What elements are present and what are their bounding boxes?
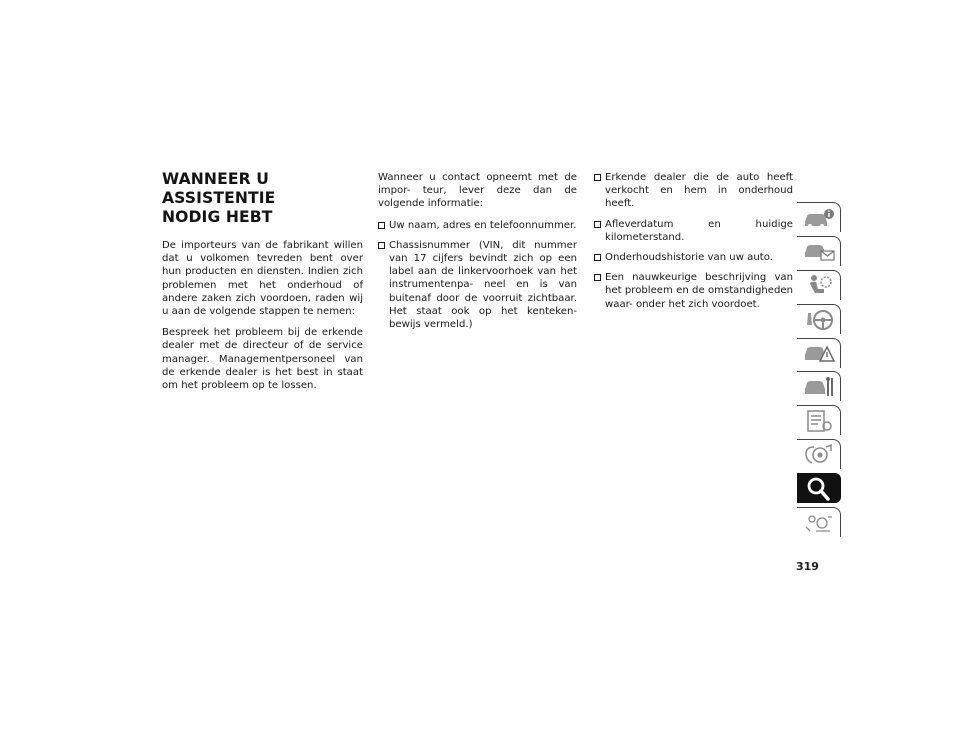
car-message-icon: [802, 239, 836, 263]
list-item: [594, 271, 793, 311]
tab-seat-airbag[interactable]: [797, 270, 841, 300]
checkbox-bullet-icon: [594, 174, 601, 181]
steering-wheel-icon: [802, 307, 836, 331]
list-item-text: Erkende dealer die de auto heeft verkocht en hem in onderhoud heeft.: [605, 172, 793, 210]
tab-search[interactable]: [797, 473, 841, 503]
tab-index[interactable]: [797, 507, 841, 537]
checkbox-bullet-icon: [378, 222, 385, 229]
column-2: [378, 171, 577, 338]
car-service-icon: [802, 375, 836, 399]
list-item: [594, 218, 793, 244]
info-list-1: [378, 219, 577, 332]
contact-intro: Wanneer u contact opneemt met de impor- teur, lever deze dan de volgende informatie:: [378, 172, 577, 210]
multimedia-icon: [802, 443, 836, 467]
chapter-tabs: [797, 202, 841, 541]
car-info-icon: [802, 206, 836, 230]
tab-checklist[interactable]: [797, 405, 841, 435]
list-item: [378, 219, 577, 232]
checkbox-bullet-icon: [594, 254, 601, 261]
list-item-text: Afleverdatum en huidige kilometerstand.: [605, 218, 793, 243]
index-icon: [802, 511, 836, 535]
list-item: [594, 251, 793, 264]
section-title-line-1: WANNEER U ASSISTENTIE: [162, 170, 276, 207]
list-item: [594, 171, 793, 211]
list-item-text: Chassisnummer (VIN, dit nummer van 17 cijfers bevindt zich op een label aan de linkervoorhoek van het instrumentenpa- neel en is van buitenaf door de voorruit zichtbaar. Het staat ook op het kenteken- bewijs vermeld.): [389, 239, 577, 331]
checkbox-bullet-icon: [594, 274, 601, 281]
tab-car-message[interactable]: [797, 236, 841, 266]
checklist-icon: [802, 409, 836, 433]
tab-steering[interactable]: [797, 304, 841, 334]
tab-car-info[interactable]: [797, 202, 841, 232]
section-title: [162, 170, 363, 227]
page-number: 319: [796, 560, 819, 573]
tab-multimedia[interactable]: [797, 439, 841, 469]
checkbox-bullet-icon: [594, 221, 601, 228]
column-3: [594, 171, 793, 318]
list-item-text: Uw naam, adres en telefoonnummer.: [389, 219, 577, 231]
list-item: [378, 239, 577, 331]
car-warning-icon: [802, 341, 836, 365]
tab-car-service[interactable]: [797, 371, 841, 401]
tab-car-warning[interactable]: [797, 338, 841, 368]
section-title-line-2: NODIG HEBT: [162, 208, 273, 226]
list-item-text: Een nauwkeurige beschrijving van het probleem en de omstandigheden waar- onder het zich voordoet.: [605, 272, 793, 310]
column-1: [162, 170, 363, 400]
search-icon: [802, 476, 836, 502]
seat-airbag-icon: [802, 273, 836, 297]
info-list-2: [594, 171, 793, 311]
checkbox-bullet-icon: [378, 242, 385, 249]
list-item-text: Onderhoudshistorie van uw auto.: [605, 252, 773, 264]
intro-paragraph: De importeurs van de fabrikant willen dat u volkomen tevreden bent over hun producten en diensten. Indien zich problemen met het onderhoud of andere zaken zich voordoen, raden wij u aan de volgende stappen te nemen:: [162, 240, 363, 318]
dealer-paragraph: Bespreek het probleem bij de erkende dealer met de directeur of de service manager. Managementpersoneel van de erkende dealer is het best in staat om het probleem op te lossen.: [162, 327, 363, 392]
